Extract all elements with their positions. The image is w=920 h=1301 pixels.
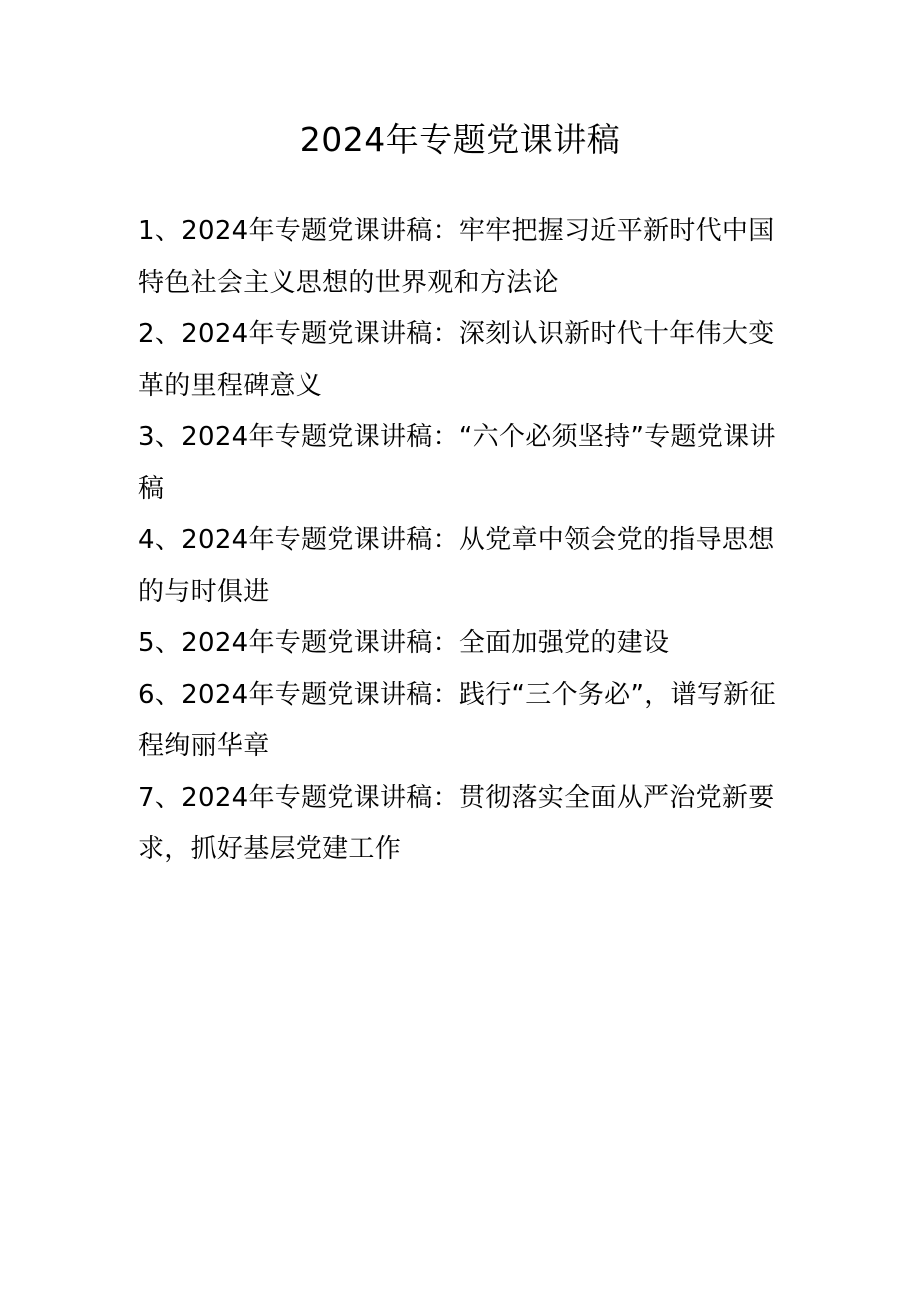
- toc-item-5: 5、2024年专题党课讲稿：全面加强党的建设: [138, 628, 670, 658]
- toc-item-4: 4、2024年专题党课讲稿：从党章中领会党的指导思想的与时俱进: [138, 525, 775, 607]
- toc-item-6: 6、2024年专题党课讲稿：践行“三个务必”，谱写新征程绚丽华章: [138, 679, 776, 761]
- toc-item-7: 7、2024年专题党课讲稿：贯彻落实全面从严治党新要求，抓好基层党建工作: [138, 782, 775, 864]
- toc-item-1: 1、2024年专题党课讲稿：牢牢把握习近平新时代中国特色社会主义思想的世界观和方法论: [138, 216, 775, 298]
- toc-item-2: 2、2024年专题党课讲稿：深刻认识新时代十年伟大变革的里程碑意义: [138, 319, 775, 401]
- document-title: 2024年专题党课讲稿: [299, 120, 621, 159]
- table-of-contents: [138, 206, 778, 876]
- toc-item-3: 3、2024年专题党课讲稿：“六个必须坚持”专题党课讲稿: [138, 422, 776, 504]
